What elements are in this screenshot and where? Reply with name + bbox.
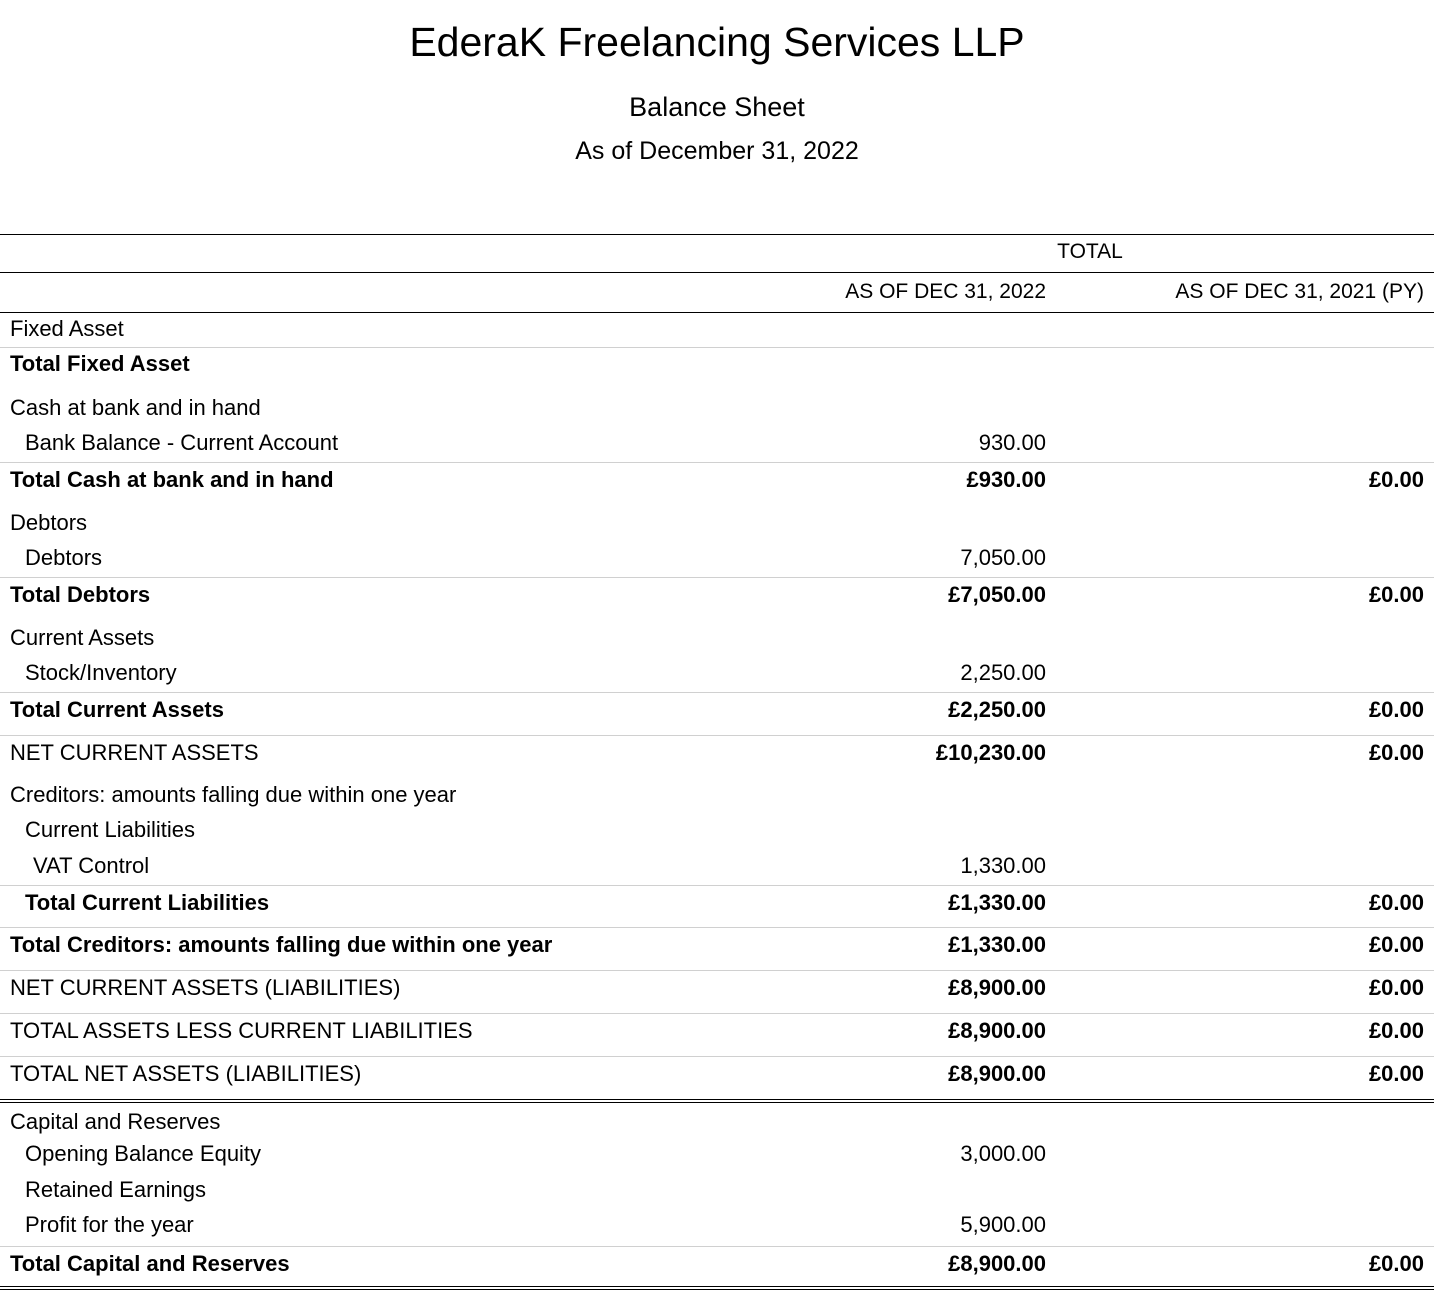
account-row bbox=[0, 1138, 1434, 1174]
column-group-header bbox=[0, 234, 1434, 273]
report-date: As of December 31, 2022 bbox=[575, 137, 859, 165]
row-label: Current Assets bbox=[10, 625, 155, 650]
current-value: 7,050.00 bbox=[960, 545, 1046, 570]
net-row bbox=[0, 970, 1434, 1013]
row-label: Total Creditors: amounts falling due within one year bbox=[10, 932, 553, 957]
current-value: £1,330.00 bbox=[948, 932, 1046, 957]
current-value: £8,900.00 bbox=[948, 1018, 1046, 1043]
section-row bbox=[0, 778, 1434, 813]
prior-value: £0.00 bbox=[1368, 1061, 1424, 1086]
report-title: Balance Sheet bbox=[629, 92, 805, 122]
prior-value: £0.00 bbox=[1368, 1251, 1424, 1276]
prior-value: £0.00 bbox=[1368, 975, 1424, 1000]
net-row bbox=[0, 1013, 1434, 1056]
row-label: NET CURRENT ASSETS bbox=[10, 740, 259, 765]
prior-value: £0.00 bbox=[1368, 740, 1424, 765]
section-row bbox=[0, 622, 1434, 656]
row-label: Total Fixed Asset bbox=[10, 351, 190, 376]
section-row bbox=[0, 1099, 1434, 1138]
row-label: Total Current Assets bbox=[10, 697, 224, 722]
column-headers bbox=[0, 273, 1434, 313]
prior-value: £0.00 bbox=[1368, 582, 1424, 607]
total-row bbox=[0, 885, 1434, 927]
current-value: 1,330.00 bbox=[960, 853, 1046, 878]
current-value: £8,900.00 bbox=[948, 975, 1046, 1000]
section-row bbox=[0, 392, 1434, 426]
current-value: 930.00 bbox=[978, 430, 1046, 455]
row-label: TOTAL NET ASSETS (LIABILITIES) bbox=[10, 1061, 362, 1086]
prior-value: £0.00 bbox=[1368, 467, 1424, 492]
row-label: Debtors bbox=[10, 510, 88, 535]
row-label: NET CURRENT ASSETS (LIABILITIES) bbox=[10, 975, 401, 1000]
row-label: Capital and Reserves bbox=[10, 1109, 221, 1134]
current-value: 3,000.00 bbox=[960, 1141, 1046, 1166]
section-row bbox=[0, 313, 1434, 347]
current-value: £7,050.00 bbox=[948, 582, 1046, 607]
row-label: Total Debtors bbox=[10, 582, 151, 607]
row-label: Bank Balance - Current Account bbox=[25, 430, 339, 455]
current-value: £930.00 bbox=[966, 467, 1046, 492]
prior-period-header: AS OF DEC 31, 2021 (PY) bbox=[1175, 280, 1424, 303]
row-label: Total Current Liabilities bbox=[25, 890, 270, 915]
prior-value: £0.00 bbox=[1368, 932, 1424, 957]
current-value: £1,330.00 bbox=[948, 890, 1046, 915]
account-row bbox=[0, 541, 1434, 577]
total-row bbox=[0, 577, 1434, 622]
row-label: Retained Earnings bbox=[25, 1177, 207, 1202]
account-row bbox=[0, 848, 1434, 885]
current-period-header: AS OF DEC 31, 2022 bbox=[845, 280, 1046, 303]
row-label: TOTAL ASSETS LESS CURRENT LIABILITIES bbox=[10, 1018, 473, 1043]
row-label: Debtors bbox=[25, 545, 103, 570]
total-row bbox=[0, 927, 1434, 970]
row-label: Fixed Asset bbox=[10, 316, 124, 341]
net-row bbox=[0, 1056, 1434, 1099]
row-label: Stock/Inventory bbox=[25, 660, 177, 685]
balance-sheet-table bbox=[0, 234, 1434, 1290]
row-label: Total Capital and Reserves bbox=[10, 1251, 290, 1276]
total-header: TOTAL bbox=[1057, 240, 1123, 263]
company-name: EderaK Freelancing Services LLP bbox=[409, 19, 1025, 65]
row-label: Opening Balance Equity bbox=[25, 1141, 262, 1166]
row-label: Cash at bank and in hand bbox=[10, 395, 261, 420]
current-value: £8,900.00 bbox=[948, 1251, 1046, 1276]
current-value: 5,900.00 bbox=[960, 1212, 1046, 1237]
prior-value: £0.00 bbox=[1368, 697, 1424, 722]
row-label: Current Liabilities bbox=[25, 817, 195, 842]
prior-value: £0.00 bbox=[1368, 1018, 1424, 1043]
section-row bbox=[0, 507, 1434, 541]
total-row bbox=[0, 692, 1434, 735]
current-value: 2,250.00 bbox=[960, 660, 1046, 685]
net-row bbox=[0, 735, 1434, 778]
row-label: Total Cash at bank and in hand bbox=[10, 467, 334, 492]
row-label: Creditors: amounts falling due within one year bbox=[10, 782, 457, 807]
total-row bbox=[0, 1246, 1434, 1290]
row-label: VAT Control bbox=[33, 853, 150, 878]
total-row bbox=[0, 347, 1434, 392]
current-value: £10,230.00 bbox=[935, 740, 1046, 765]
account-row bbox=[0, 1209, 1434, 1246]
account-row bbox=[0, 426, 1434, 462]
subsection-row bbox=[0, 813, 1434, 848]
total-row bbox=[0, 462, 1434, 507]
account-row bbox=[0, 1174, 1434, 1209]
prior-value: £0.00 bbox=[1368, 890, 1424, 915]
current-value: £8,900.00 bbox=[948, 1061, 1046, 1086]
row-label: Profit for the year bbox=[25, 1212, 194, 1237]
account-row bbox=[0, 656, 1434, 692]
current-value: £2,250.00 bbox=[948, 697, 1046, 722]
